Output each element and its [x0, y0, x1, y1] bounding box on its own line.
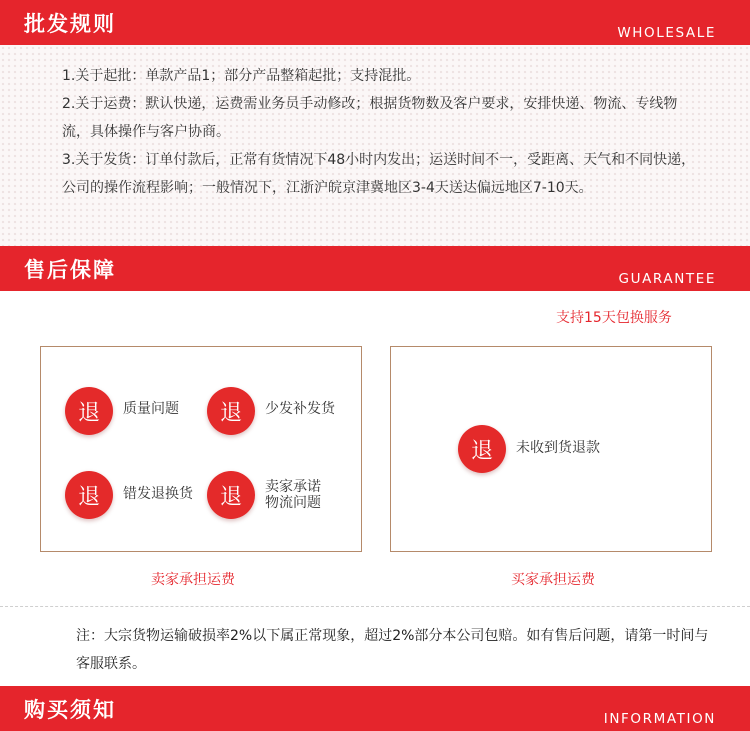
wholesale-rules: [0, 45, 750, 246]
item-refund-not-received: 未收到货退款: [516, 440, 600, 456]
guarantee-header: [0, 246, 750, 291]
wholesale-title: 批发规则: [24, 11, 116, 36]
wholesale-subtitle: WHOLESALE: [617, 25, 716, 41]
damage-note: 注：大宗货物运输破损率2%以下属正常现象，超过2%部分本公司包赔。如有售后问题，请第一时间与客服联系。: [76, 628, 709, 672]
rule-1: 1.关于起批：单款产品1；部分产品整箱起批；支持混批。: [62, 68, 421, 84]
return-badge-icon: 退: [207, 387, 255, 435]
buyer-responsibility-box: [390, 346, 712, 552]
wholesale-header: [0, 0, 750, 45]
information-header: [0, 686, 750, 731]
return-badge-icon: 退: [207, 471, 255, 519]
information-title: 购买须知: [24, 697, 116, 722]
item-quality-issue: 质量问题: [123, 401, 179, 417]
seller-shipping-caption: 卖家承担运费: [151, 572, 235, 588]
buyer-shipping-caption: 买家承担运费: [511, 572, 595, 588]
support-text: 支持15天包换服务: [556, 310, 672, 326]
return-badge-icon: 退: [65, 387, 113, 435]
item-logistics-issue: 物流问题: [265, 495, 321, 511]
return-badge-icon: 退: [65, 471, 113, 519]
item-seller-promise: 卖家承诺: [265, 479, 321, 495]
rule-3: 3.关于发货：订单付款后，正常有货情况下48小时内发出；运送时间不一，受距离、天气和不同快递，公司的操作流程影响；一般情况下，江浙沪皖京津冀地区3-4天送达偏远地区7-10天。: [62, 152, 696, 196]
item-missing-goods: 少发补发货: [265, 401, 335, 417]
guarantee-title: 售后保障: [24, 257, 116, 282]
seller-responsibility-box: [40, 346, 362, 552]
divider: [0, 606, 750, 607]
item-wrong-shipment: 错发退换货: [123, 486, 193, 502]
information-subtitle: INFORMATION: [603, 711, 716, 727]
guarantee-subtitle: GUARANTEE: [618, 271, 716, 287]
rule-2: 2.关于运费：默认快递，运费需业务员手动修改；根据货物数及客户要求，安排快递、物流、专线物流，具体操作与客户协商。: [62, 96, 678, 140]
return-badge-icon: 退: [458, 425, 506, 473]
